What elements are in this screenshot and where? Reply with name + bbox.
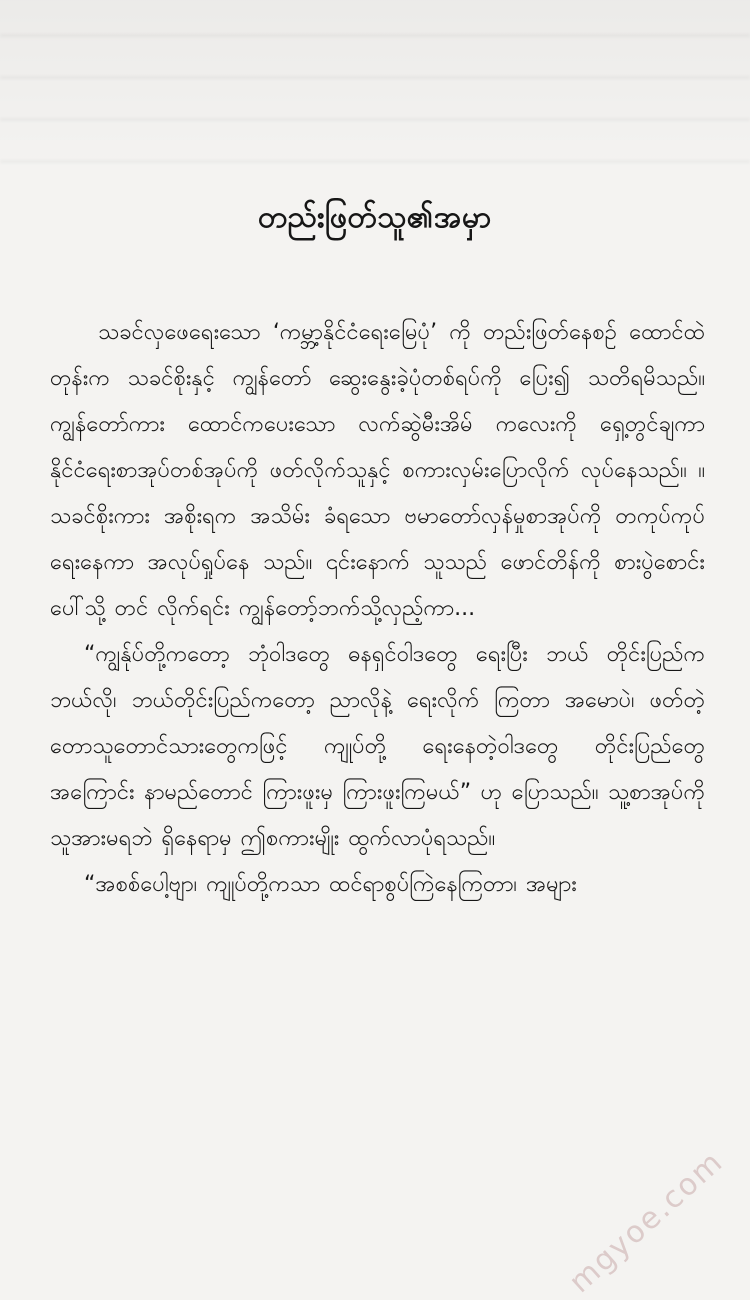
paragraph-2: “ကျွန်ုပ်တို့ကတော့ ဘုံဝါဒတွေ ဓနရှင်ဝါဒတွေ ရေးပြီး ဘယ် တိုင်းပြည်က ဘယ်လို၊ ဘယ်တိုင်းပြည်ကတော့ ညာလိုနဲ့ ရေးလိုက် ကြတာ အမောပဲ၊ ဖတ်တဲ့ တောသူတောင်သားတွေကဖြင့် ကျုပ်တို့ ရေးနေတဲ့ဝါဒတွေ တိုင်းပြည်တွေအကြောင်း နာမည်တောင် ကြားဖူးမှ ကြားဖူးကြမယ်” ဟု ပြောသည်။ သူ့စာအုပ်ကို သူအားမရဘဲ ရှိနေရာမှ ဤစကားမျိုး ထွက်လာပုံရသည်။ [50, 642, 705, 851]
paragraph-3: “အစစ်ပေါ့ဗျာ၊ ကျုပ်တို့ကသာ ထင်ရာစွပ်ကြဲနေကြတာ၊ အများ [84, 872, 577, 897]
bleed-through-text [0, 0, 750, 175]
watermark: mgyoe.com [562, 1143, 730, 1300]
paragraph-1: သခင်လှဖေရေးသော ‘ကမ္ဘာ့နိုင်ငံရေးမြေပုံ’ ကို တည်းဖြတ်နေစဉ် ထောင်ထဲတုန်းက သခင်စိုးနှင့် ကျွန်တော် ဆွေးနွေးခဲ့ပုံတစ်ရပ်ကို ပြေး၍ သတိရမိသည်။ ကျွန်တော်ကား ထောင်ကပေးသော လက်ဆွဲမီးအိမ် ကလေးကို ရှေ့တွင်ချကာ နိုင်ငံရေးစာအုပ်တစ်အုပ်ကို ဖတ်လိုက်သူနှင့် စကားလှမ်းပြောလိုက် လုပ်နေသည်။ ။ သခင်စိုးကား အစိုးရက အသိမ်း ခံရသော ဗမာတော်လှန်မှုစာအုပ်ကို တကုပ်ကုပ်ရေးနေကာ အလုပ်ရှုပ်နေ သည်။ ၎င်းနောက် သူသည် ဖောင်တိန်ကို စားပွဲစောင်းပေါ်သို့ တင် လိုက်ရင်း ကျွန်တော့်ဘက်သို့လှည့်ကာ... [50, 320, 705, 621]
body-text [50, 310, 705, 908]
chapter-title: တည်းဖြတ်သူ၏အမှာ [258, 200, 492, 235]
